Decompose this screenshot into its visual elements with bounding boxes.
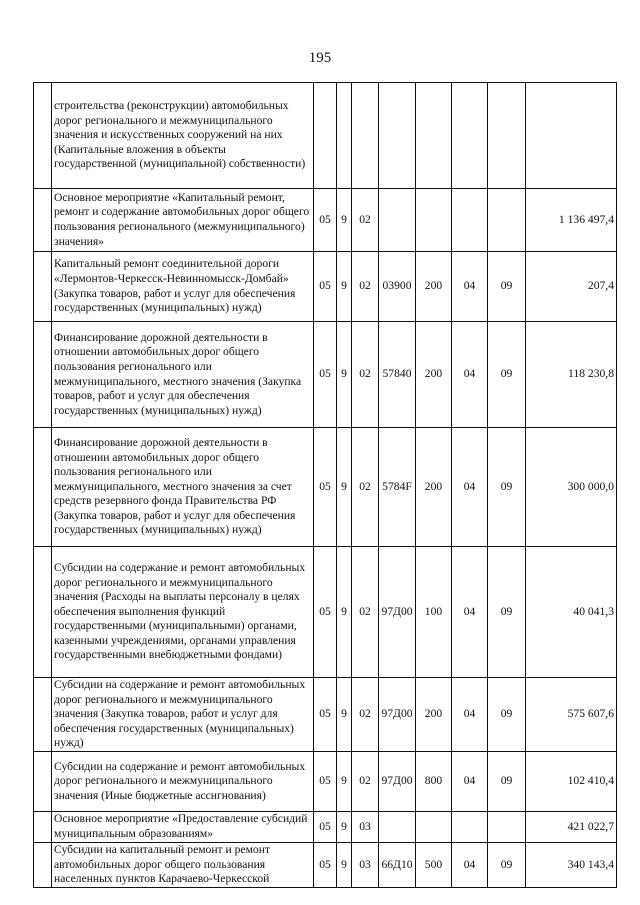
table-row <box>34 252 617 322</box>
table-row <box>34 751 617 811</box>
expense-name-cell: Финансирование дорожной деятельности в отношении автомобильных дорог общего пользования регионального или межмуниципального, местного значения за счет средств резервного фонда Правительства РФ (Закупка товаров, работ и услуг для обеспечения государственных (муниципальных) нужд) <box>52 428 314 547</box>
expense-type-cell <box>416 189 452 252</box>
subsection-code-cell: 09 <box>488 322 526 428</box>
row-number-cell <box>34 428 52 547</box>
program-code-cell: 05 <box>314 751 337 811</box>
subprogram-code-cell <box>337 83 352 189</box>
target-code-cell <box>379 83 416 189</box>
expense-type-cell: 200 <box>416 322 452 428</box>
target-code-cell <box>379 811 416 842</box>
expense-name-cell: Основное мероприятие «Капитальный ремонт, ремонт и содержание автомобильных дорог общего пользования регионального (межмуниципального) значения» <box>52 189 314 252</box>
table-row <box>34 842 617 887</box>
expense-type-cell: 200 <box>416 252 452 322</box>
subsection-code-cell <box>488 189 526 252</box>
expense-type-cell <box>416 83 452 189</box>
table-row <box>34 189 617 252</box>
main-event-code-cell: 03 <box>352 842 379 887</box>
amount-cell: 575 607,6 <box>526 678 617 752</box>
expense-type-cell: 100 <box>416 547 452 678</box>
subsection-code-cell: 09 <box>488 252 526 322</box>
section-code-cell: 04 <box>452 322 488 428</box>
main-event-code-cell <box>352 83 379 189</box>
main-event-code-cell: 02 <box>352 751 379 811</box>
program-code-cell: 05 <box>314 322 337 428</box>
program-code-cell: 05 <box>314 252 337 322</box>
target-code-cell <box>379 189 416 252</box>
amount-cell: 207,4 <box>526 252 617 322</box>
amount-cell: 421 022,7 <box>526 811 617 842</box>
row-number-cell <box>34 547 52 678</box>
table-row <box>34 83 617 189</box>
main-event-code-cell: 02 <box>352 428 379 547</box>
target-code-cell: 5784F <box>379 428 416 547</box>
subprogram-code-cell: 9 <box>337 252 352 322</box>
subprogram-code-cell: 9 <box>337 322 352 428</box>
subsection-code-cell: 09 <box>488 678 526 752</box>
main-event-code-cell: 03 <box>352 811 379 842</box>
row-number-cell <box>34 678 52 752</box>
budget-table <box>33 82 617 888</box>
program-code-cell: 05 <box>314 189 337 252</box>
subsection-code-cell: 09 <box>488 751 526 811</box>
amount-cell: 40 041,3 <box>526 547 617 678</box>
target-code-cell: 03900 <box>379 252 416 322</box>
row-number-cell <box>34 189 52 252</box>
program-code-cell: 05 <box>314 811 337 842</box>
program-code-cell: 05 <box>314 678 337 752</box>
section-code-cell: 04 <box>452 252 488 322</box>
main-event-code-cell: 02 <box>352 678 379 752</box>
expense-name-cell: Основное мероприятие «Предоставление субсидий муниципальным образованиям» <box>52 811 314 842</box>
section-code-cell: 04 <box>452 751 488 811</box>
subprogram-code-cell: 9 <box>337 189 352 252</box>
subprogram-code-cell: 9 <box>337 428 352 547</box>
subprogram-code-cell: 9 <box>337 811 352 842</box>
program-code-cell: 05 <box>314 842 337 887</box>
expense-type-cell: 500 <box>416 842 452 887</box>
section-code-cell <box>452 189 488 252</box>
amount-cell: 118 230,8 <box>526 322 617 428</box>
program-code-cell: 05 <box>314 428 337 547</box>
expense-name-cell: Финансирование дорожной деятельности в отношении автомобильных дорог общего пользования регионального или межмуниципального, местного значения (Закупка товаров, работ и услуг для обеспечения государственных (муниципальных) нужд) <box>52 322 314 428</box>
target-code-cell: 97Д00 <box>379 678 416 752</box>
row-number-cell <box>34 751 52 811</box>
subsection-code-cell: 09 <box>488 428 526 547</box>
section-code-cell: 04 <box>452 428 488 547</box>
subsection-code-cell: 09 <box>488 842 526 887</box>
table-body <box>34 83 617 888</box>
section-code-cell <box>452 811 488 842</box>
expense-name-cell: Капитальный ремонт соединительной дороги «Лермонтов-Черкесск-Невинномысск-Домбай» (Закупка товаров, работ и услуг для обеспечения государственных (муниципальных) нужд) <box>52 252 314 322</box>
subprogram-code-cell: 9 <box>337 842 352 887</box>
subprogram-code-cell: 9 <box>337 751 352 811</box>
target-code-cell: 97Д00 <box>379 751 416 811</box>
expense-type-cell: 800 <box>416 751 452 811</box>
main-event-code-cell: 02 <box>352 547 379 678</box>
expense-name-cell: Субсидии на содержание и ремонт автомобильных дорог регионального и межмуниципального значения (Расходы на выплаты персоналу в целях обеспечения выполнения функций государственными (муниципальными) органами, казенными учреждениями, органами управления государственными внебюджетными фондами) <box>52 547 314 678</box>
expense-name-cell: Субсидии на содержание и ремонт автомобильных дорог регионального и межмуниципального значения (Закупка товаров, работ и услуг для обеспечения государственных (муниципальных) нужд) <box>52 678 314 752</box>
section-code-cell: 04 <box>452 678 488 752</box>
main-event-code-cell: 02 <box>352 322 379 428</box>
amount-cell: 102 410,4 <box>526 751 617 811</box>
subprogram-code-cell: 9 <box>337 678 352 752</box>
target-code-cell: 66Д10 <box>379 842 416 887</box>
table-row <box>34 322 617 428</box>
expense-name-cell: Субсидии на капитальный ремонт и ремонт автомобильных дорог общего пользования населенных пунктов Карачаево-Черкесской <box>52 842 314 887</box>
amount-cell: 340 143,4 <box>526 842 617 887</box>
subsection-code-cell: 09 <box>488 547 526 678</box>
section-code-cell: 04 <box>452 842 488 887</box>
main-event-code-cell: 02 <box>352 252 379 322</box>
program-code-cell <box>314 83 337 189</box>
page-number: 195 <box>308 50 332 66</box>
amount-cell <box>526 83 617 189</box>
row-number-cell <box>34 83 52 189</box>
expense-name-cell: Субсидии на содержание и ремонт автомобильных дорог регионального и межмуниципального значения (Иные бюджетные ассигнования) <box>52 751 314 811</box>
amount-cell: 1 136 497,4 <box>526 189 617 252</box>
section-code-cell: 04 <box>452 547 488 678</box>
expense-type-cell: 200 <box>416 428 452 547</box>
table-row <box>34 547 617 678</box>
expense-type-cell <box>416 811 452 842</box>
subsection-code-cell <box>488 83 526 189</box>
table-row <box>34 811 617 842</box>
subprogram-code-cell: 9 <box>337 547 352 678</box>
row-number-cell <box>34 811 52 842</box>
table-row <box>34 428 617 547</box>
amount-cell: 300 000,0 <box>526 428 617 547</box>
target-code-cell: 57840 <box>379 322 416 428</box>
target-code-cell: 97Д00 <box>379 547 416 678</box>
program-code-cell: 05 <box>314 547 337 678</box>
row-number-cell <box>34 842 52 887</box>
expense-name-cell: строительства (реконструкции) автомобильных дорог регионального и межмуниципального значения и искусственных сооружений на них (Капитальные вложения в объекты государственной (муниципальной) собственности) <box>52 83 314 189</box>
table-row <box>34 678 617 752</box>
row-number-cell <box>34 252 52 322</box>
row-number-cell <box>34 322 52 428</box>
subsection-code-cell <box>488 811 526 842</box>
section-code-cell <box>452 83 488 189</box>
expense-type-cell: 200 <box>416 678 452 752</box>
main-event-code-cell: 02 <box>352 189 379 252</box>
